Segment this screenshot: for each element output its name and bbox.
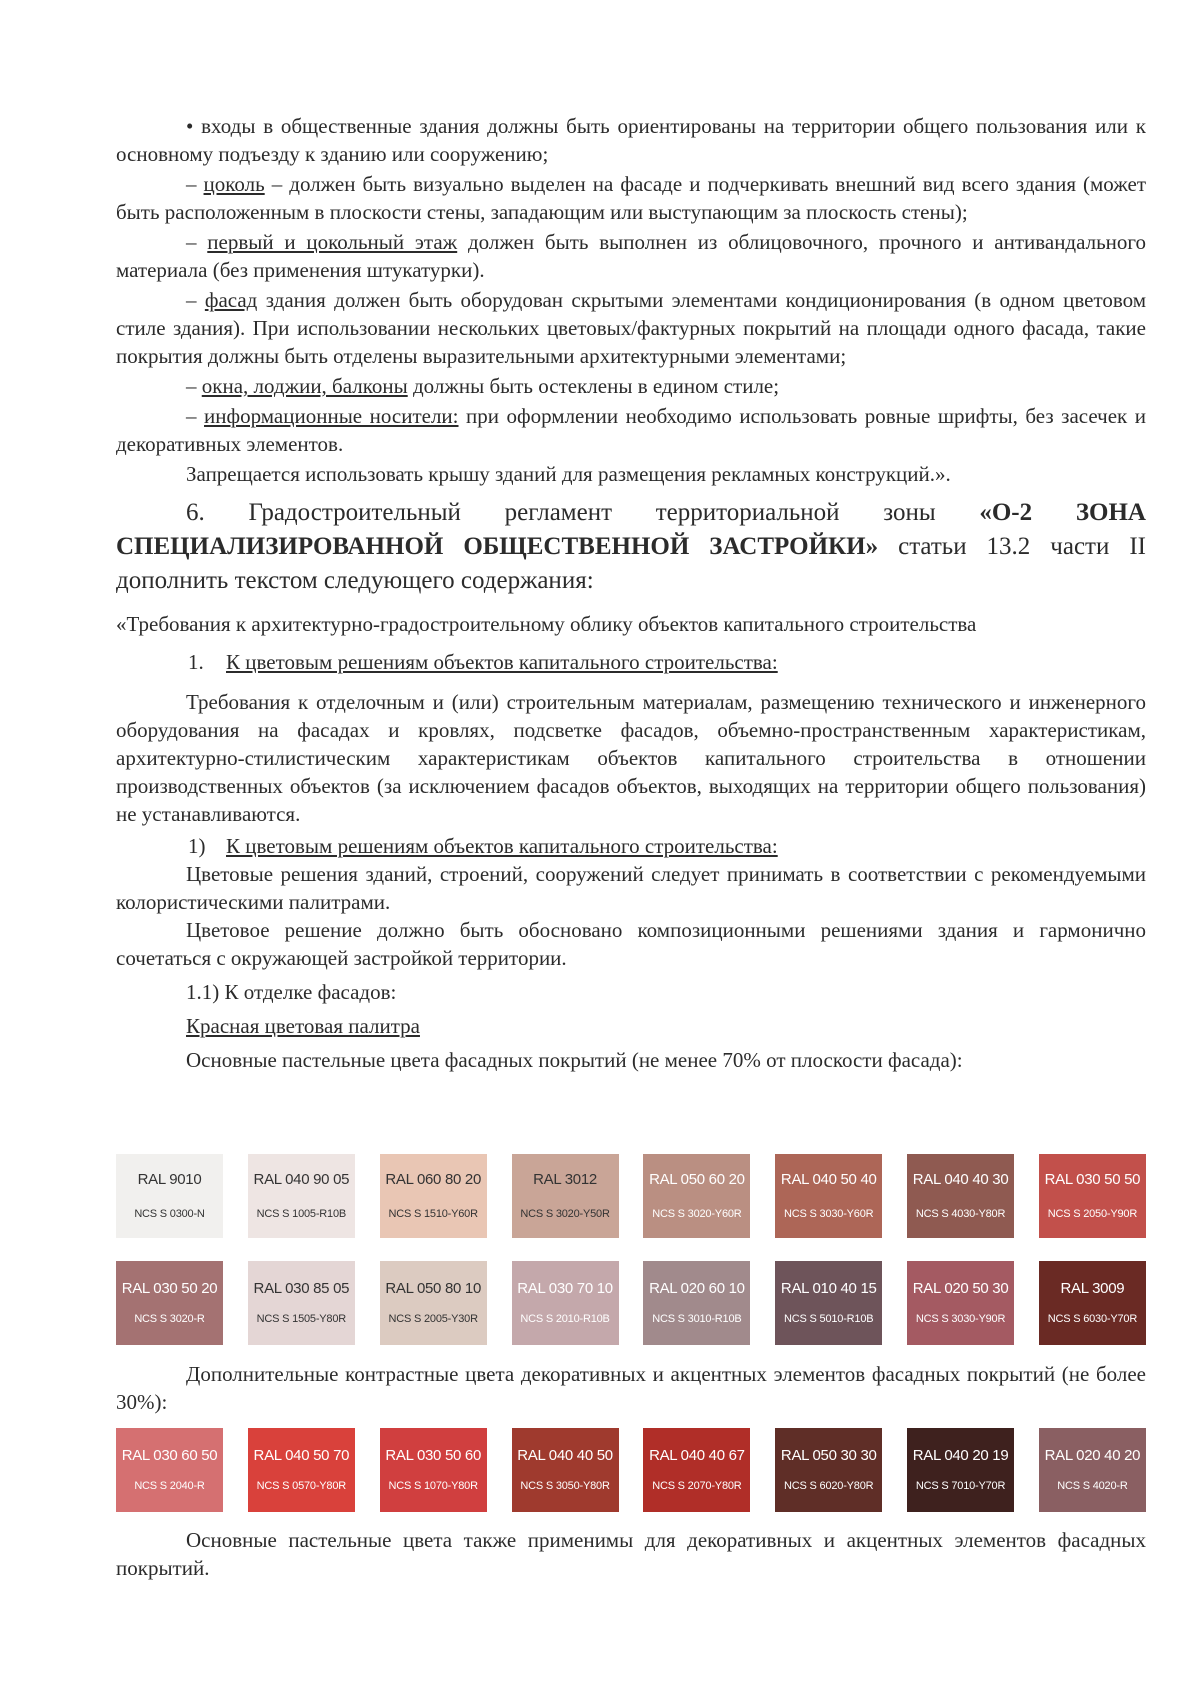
color-swatch: [116, 1428, 223, 1512]
dash: –: [186, 404, 205, 428]
paragraph-color-solutions: Цветовые решения зданий, строений, сооружений следует принимать в соответствии с рекомендуемыми колористическими палитрами.: [116, 862, 1146, 914]
color-swatch: [643, 1154, 750, 1238]
swatch-ral-code: RAL 040 40 67: [649, 1447, 745, 1464]
paragraph-text: здания должен быть оборудован скрытыми элементами кондиционирования (в одном цветовом стиле здания). При использовании нескольких цветовых/фактурных покрытий на площади одного фасада, такие покрытия должны быть отделены выразительными архитектурными элементами;: [116, 288, 1147, 368]
color-swatch: [512, 1428, 619, 1512]
swatch-ral-code: RAL 030 50 50: [1044, 1171, 1141, 1188]
swatch-ral-code: RAL 040 90 05: [253, 1171, 350, 1188]
color-swatch: [907, 1428, 1014, 1512]
swatch-ncs-code: NCS S 3020-R: [134, 1313, 205, 1325]
color-swatch: [643, 1428, 750, 1512]
swatch-ncs-code: NCS S 3020-Y50R: [520, 1208, 610, 1220]
paragraph-text: – должен быть визуально выделен на фасаде и подчеркивать внешний вид всего здания (может быть расположенным в плоскости стены, западающим или выступающим за плоскость стены);: [116, 172, 1147, 224]
dash: –: [186, 288, 205, 312]
color-swatch: [380, 1428, 487, 1512]
color-swatch: [907, 1154, 1014, 1238]
dash: –: [186, 172, 204, 196]
term-info-carriers: информационные носители:: [204, 404, 459, 428]
term-first-floor: первый и цокольный этаж: [207, 230, 458, 254]
swatch-ral-code: RAL 9010: [137, 1171, 202, 1188]
swatch-ncs-code: NCS S 0570-Y80R: [256, 1480, 346, 1492]
swatch-ral-code: RAL 040 40 50: [517, 1447, 613, 1464]
color-swatch: [643, 1261, 750, 1345]
paragraph-pastel-note: Основные пастельные цвета также применимы для декоративных и акцентных элементов фасадных покрытий.: [116, 1528, 1146, 1580]
swatch-ncs-code: NCS S 3030-Y60R: [784, 1208, 874, 1220]
color-swatch: [1039, 1154, 1146, 1238]
swatch-ncs-code: NCS S 5010-R10B: [784, 1313, 874, 1325]
paragraph-roof-ban: Запрещается использовать крышу зданий для размещения рекламных конструкций.».: [186, 462, 951, 486]
paragraph-info-carriers: [116, 402, 1146, 458]
swatch-ral-code: RAL 010 40 15: [780, 1280, 877, 1297]
swatch-ral-code: RAL 050 60 20: [649, 1171, 745, 1188]
swatch-ncs-code: NCS S 4030-Y80R: [915, 1208, 1006, 1220]
color-swatch: [116, 1261, 223, 1345]
swatch-ral-code: RAL 020 40 20: [1044, 1447, 1141, 1464]
swatch-ral-code: RAL 020 50 30: [912, 1280, 1009, 1297]
paragraph-windows: [116, 372, 1146, 400]
paragraph-text: при оформлении необходимо использовать ровные шрифты, без засечек и декоративных элементов.: [116, 404, 1147, 456]
swatch-ncs-code: NCS S 2040-R: [134, 1480, 205, 1492]
term-windows: окна, лоджии, балконы: [201, 374, 408, 398]
color-swatch: [775, 1428, 882, 1512]
swatch-ncs-code: NCS S 1505-Y80R: [256, 1313, 346, 1325]
swatch-ral-code: RAL 050 80 10: [385, 1280, 481, 1297]
paragraph-entrances: • входы в общественные здания должны быть ориентированы на территории общего пользования или к основному подъезду к зданию или сооружению;: [116, 114, 1146, 166]
term-facade: фасад: [204, 288, 258, 312]
swatch-ncs-code: NCS S 2005-Y30R: [388, 1313, 478, 1325]
swatch-ncs-code: NCS S 3010-R10B: [652, 1313, 742, 1325]
heading-text: статьи 13.2 части II дополнить текстом следующего содержания:: [116, 533, 1146, 594]
swatch-ral-code: RAL 040 50 70: [253, 1447, 350, 1464]
swatch-ral-code: RAL 050 30 30: [780, 1447, 877, 1464]
swatch-ral-code: RAL 030 50 60: [385, 1447, 481, 1464]
swatch-ncs-code: NCS S 2010-R10B: [520, 1313, 610, 1325]
color-swatch: [380, 1154, 487, 1238]
color-swatch: [248, 1261, 355, 1345]
swatch-ncs-code: NCS S 2050-Y90R: [1047, 1208, 1138, 1220]
swatch-ncs-code: NCS S 1005-R10B: [256, 1208, 346, 1220]
list-item-text: К цветовым решениям объектов капитального строительства:: [226, 834, 778, 858]
swatch-ral-code: RAL 3012: [533, 1171, 597, 1188]
palette-main-row-2: [116, 1261, 1146, 1345]
swatch-ncs-code: NCS S 3050-Y80R: [520, 1480, 610, 1492]
term-plinth: цоколь: [203, 172, 265, 196]
section-6-heading: [116, 496, 1146, 598]
color-swatch: [775, 1261, 882, 1345]
color-swatch: [512, 1261, 619, 1345]
paragraph-plinth: [116, 170, 1146, 226]
color-swatch: [248, 1428, 355, 1512]
paragraph-text: должны быть остеклены в едином стиле;: [407, 374, 780, 398]
list-item-1: [116, 648, 1146, 676]
requirements-title: «Требования к архитектурно-градостроительному облику объектов капитального строительства: [116, 612, 977, 636]
color-swatch: [380, 1261, 487, 1345]
list-number: 1): [188, 834, 206, 858]
swatch-ral-code: RAL 030 60 50: [121, 1447, 218, 1464]
list-item-1-paren: [116, 832, 1146, 860]
palette-accent-row: [116, 1428, 1146, 1512]
paragraph-facade: [116, 286, 1146, 370]
color-swatch: [512, 1154, 619, 1238]
swatch-ral-code: RAL 030 70 10: [517, 1280, 613, 1297]
palette-title-text: Красная цветовая палитра: [186, 1014, 420, 1038]
swatch-ral-code: RAL 030 85 05: [253, 1280, 350, 1297]
swatch-ncs-code: NCS S 4020-R: [1057, 1480, 1128, 1492]
color-swatch: [907, 1261, 1014, 1345]
paragraph-first-floor: [116, 228, 1146, 284]
paragraph-text: должен быть выполнен из облицовочного, прочного и антивандального материала (без применения штукатурки).: [116, 230, 1147, 282]
swatch-ncs-code: NCS S 0300-N: [134, 1208, 205, 1220]
paragraph-facade-finish: 1.1) К отделке фасадов:: [186, 980, 397, 1004]
swatch-ncs-code: NCS S 6020-Y80R: [784, 1480, 874, 1492]
list-number: 1.: [188, 650, 204, 674]
color-swatch: [1039, 1428, 1146, 1512]
swatch-ral-code: RAL 040 50 40: [780, 1171, 877, 1188]
swatch-ncs-code: NCS S 7010-Y70R: [915, 1480, 1006, 1492]
swatch-ncs-code: NCS S 1510-Y60R: [388, 1208, 478, 1220]
color-swatch: [248, 1154, 355, 1238]
list-item-text: К цветовым решениям объектов капитального строительства:: [226, 650, 778, 674]
dash: –: [186, 374, 202, 398]
paragraph-main-colors: Основные пастельные цвета фасадных покрытий (не менее 70% от плоскости фасада):: [186, 1048, 963, 1072]
paragraph-accent-colors: Дополнительные контрастные цвета декоративных и акцентных элементов фасадных покрытий (не более 30%):: [116, 1362, 1146, 1414]
heading-text: 6. Градостроительный регламент территориальной зоны: [186, 499, 980, 526]
paragraph-production-objects: Требования к отделочным и (или) строительным материалам, размещению технического и инженерного оборудования на фасадах и кровлях, подсветке фасадов, объемно-пространственным характеристикам, архитектурно-стилистическим характеристикам объектов капитального строительства в отношении производственных объектов (за исключением фасадов объектов, выходящих на территории общего пользования) не устанавливаются.: [116, 690, 1146, 826]
palette-title: [116, 1012, 1146, 1040]
swatch-ncs-code: NCS S 1070-Y80R: [388, 1480, 478, 1492]
color-swatch: [116, 1154, 223, 1238]
palette-main-row-1: [116, 1154, 1146, 1238]
swatch-ral-code: RAL 040 40 30: [912, 1171, 1009, 1188]
swatch-ral-code: RAL 030 50 20: [121, 1280, 218, 1297]
swatch-ncs-code: NCS S 2070-Y80R: [652, 1480, 742, 1492]
swatch-ncs-code: NCS S 3020-Y60R: [652, 1208, 742, 1220]
swatch-ral-code: RAL 020 60 10: [649, 1280, 745, 1297]
color-swatch: [775, 1154, 882, 1238]
swatch-ncs-code: NCS S 6030-Y70R: [1047, 1313, 1138, 1325]
swatch-ncs-code: NCS S 3030-Y90R: [915, 1313, 1006, 1325]
swatch-ral-code: RAL 060 80 20: [385, 1171, 481, 1188]
zone-name: «О-2 ЗОНА СПЕЦИАЛИЗИРОВАННОЙ ОБЩЕСТВЕННОЙ ЗАСТРОЙКИ»: [116, 499, 1146, 560]
color-swatch: [1039, 1261, 1146, 1345]
document-page: [116, 112, 1146, 1074]
swatch-ral-code: RAL 3009: [1060, 1280, 1125, 1297]
paragraph-color-justification: Цветовое решение должно быть обосновано композиционными решениями здания и гармонично сочетаться с окружающей застройкой территории.: [116, 918, 1146, 970]
swatch-ral-code: RAL 040 20 19: [912, 1447, 1009, 1464]
dash: –: [186, 230, 208, 254]
